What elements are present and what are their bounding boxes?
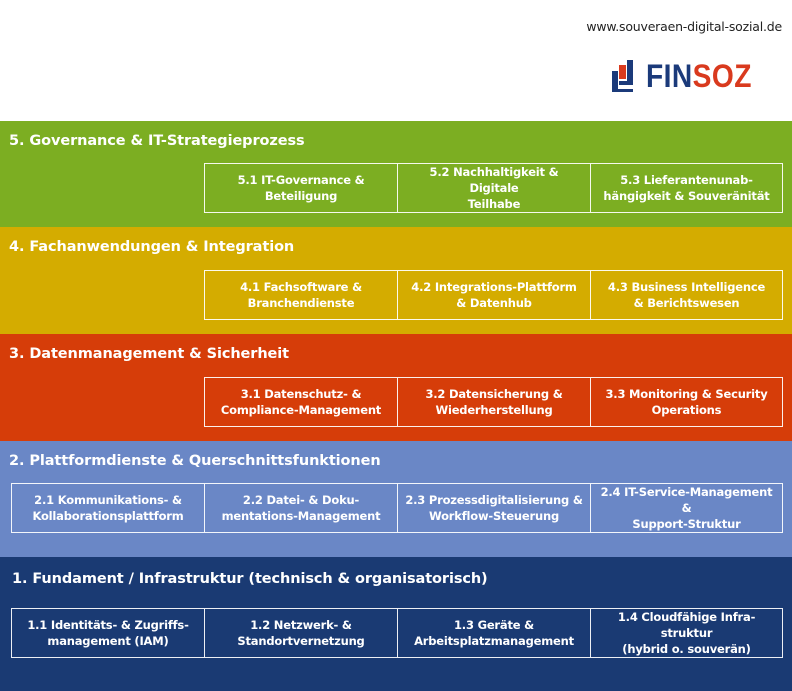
box-5-1: 5.1 IT-Governance & Beteiligung [204,163,397,213]
box-1-1: 1.1 Identitäts- & Zugriffs- management (IAM) [11,608,204,658]
finsoz-logo-icon [612,60,638,92]
box-3-1: 3.1 Datenschutz- & Compliance-Management [204,377,397,427]
box-4-2: 4.2 Integrations-Plattform & Datenhub [397,270,590,320]
band-boxes [204,163,783,213]
band-title: 5. Governance & IT-Strategieprozess [9,133,305,149]
box-5-2: 5.2 Nachhaltigkeit & Digitale Teilhabe [397,163,590,213]
box-4-3: 4.3 Business Intelligence & Berichtswesen [590,270,783,320]
box-2-4: 2.4 IT-Service-Management & Support-Struktur [590,483,783,533]
logo-wordmark [646,58,752,95]
band-plattformdienste [0,441,792,557]
band-boxes [11,483,783,533]
band-title: 1. Fundament / Infrastruktur (technisch & organisatorisch) [12,571,488,587]
band-boxes [204,377,783,427]
box-2-3: 2.3 Prozessdigitalisierung & Workflow-Steuerung [397,483,590,533]
box-1-3: 1.3 Geräte & Arbeitsplatzmanagement [397,608,590,658]
logo-text-accent: SOZ [692,57,752,94]
logo-text-primary: FIN [645,57,693,94]
box-1-2: 1.2 Netzwerk- & Standortvernetzung [204,608,397,658]
box-5-3: 5.3 Lieferantenunab- hängigkeit & Souveränität [590,163,783,213]
band-fundament [0,557,792,691]
website-url[interactable]: www.souveraen-digital-sozial.de [586,19,782,34]
band-boxes [204,270,783,320]
band-datenmanagement [0,334,792,441]
box-2-2: 2.2 Datei- & Doku- mentations-Management [204,483,397,533]
band-fachanwendungen [0,227,792,334]
box-3-3: 3.3 Monitoring & Security Operations [590,377,783,427]
band-title: 3. Datenmanagement & Sicherheit [9,346,289,362]
band-governance [0,121,792,227]
box-1-4: 1.4 Cloudfähige Infra-struktur (hybrid o. souverän) [590,608,783,658]
finsoz-logo [612,58,766,94]
band-title: 4. Fachanwendungen & Integration [9,239,295,255]
band-title: 2. Plattformdienste & Querschnittsfunktionen [9,453,381,469]
band-boxes [11,608,783,658]
box-3-2: 3.2 Datensicherung & Wiederherstellung [397,377,590,427]
box-2-1: 2.1 Kommunikations- & Kollaborationsplattform [11,483,204,533]
box-4-1: 4.1 Fachsoftware & Branchendienste [204,270,397,320]
